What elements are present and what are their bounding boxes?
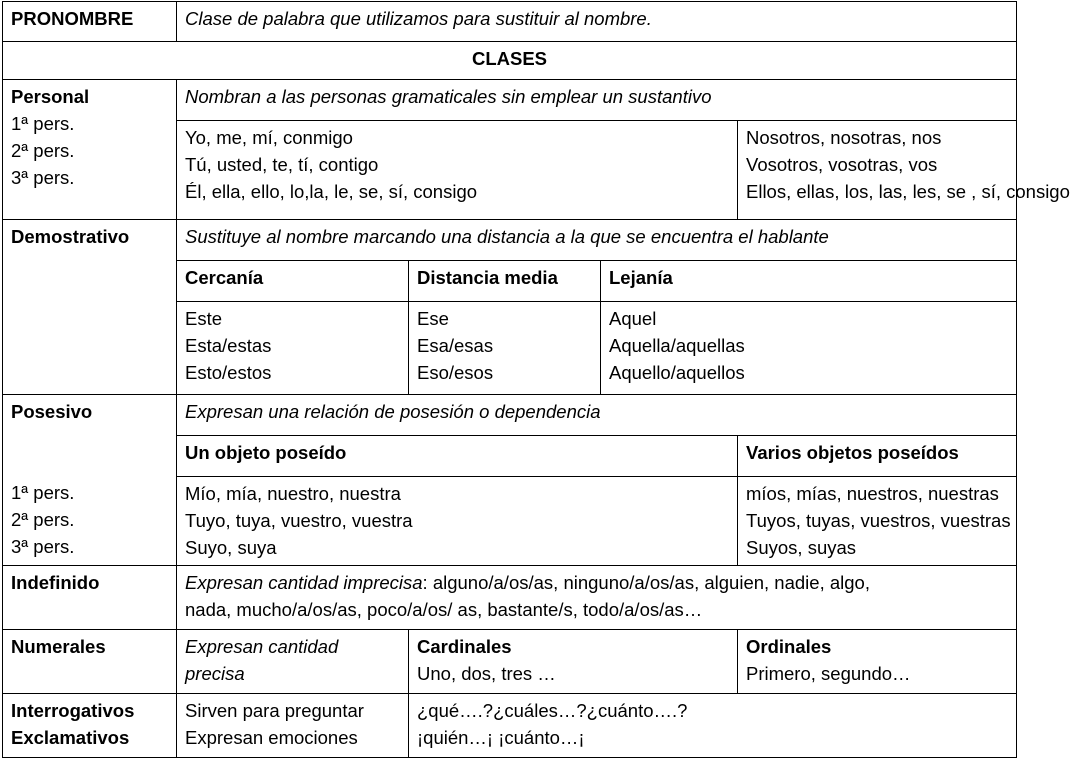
- media-form-1: Ese: [417, 308, 449, 329]
- personal-label: Personal: [11, 86, 90, 107]
- ordinales-examples: Primero, segundo…: [746, 663, 911, 684]
- posesivo-person-2: 2ª pers.: [11, 509, 75, 530]
- lejania-form-1: Aquel: [609, 308, 657, 329]
- demostrativo-header-cercania: Cercanía: [177, 261, 409, 302]
- personal-person-2: 2ª pers.: [11, 140, 75, 161]
- indefinido-cell: [177, 566, 1017, 630]
- personal-person-3: 3ª pers.: [11, 167, 75, 188]
- cardinales-title: Cardinales: [417, 636, 512, 657]
- clases-row: [3, 42, 1017, 80]
- demostrativo-label: Demostrativo: [3, 220, 177, 395]
- interrogativos-examples-cell: [409, 694, 1017, 758]
- interrogativos-examples-1: ¿qué….?¿cuáles…?¿cuánto….?: [417, 700, 688, 721]
- indefinido-line-2: nada, mucho/a/os/as, poco/a/os/ as, bastante/s, todo/a/os/as…: [185, 599, 703, 620]
- posesivo-label: Posesivo: [11, 401, 93, 422]
- interrogativos-desc-1: Sirven para preguntar: [185, 700, 364, 721]
- personal-plural-1: Nosotros, nosotras, nos: [746, 127, 942, 148]
- personal-singular-2: Tú, usted, te, tí, contigo: [185, 154, 379, 175]
- uno-form-2: Tuyo, tuya, vuestro, vuestra: [185, 510, 413, 531]
- personal-singular-3: Él, ella, ello, lo,la, le, se, sí, consigo: [185, 181, 478, 202]
- media-form-2: Esa/esas: [417, 335, 494, 356]
- pronombre-label: PRONOMBRE: [3, 2, 177, 42]
- cercania-form-2: Esta/estas: [185, 335, 272, 356]
- personal-plural-3: Ellos, ellas, los, las, les, se , sí, consigo: [746, 181, 1070, 202]
- demostrativo-row: [3, 220, 1017, 261]
- varios-form-3: Suyos, suyas: [746, 537, 857, 558]
- lejania-form-3: Aquello/aquellos: [609, 362, 745, 383]
- personal-row: [3, 80, 1017, 121]
- posesivo-description: Expresan una relación de posesión o dependencia: [177, 395, 1017, 436]
- cardinales-examples: Uno, dos, tres …: [417, 663, 556, 684]
- exclamativos-label: Exclamativos: [11, 727, 130, 748]
- demostrativo-header-media: Distancia media: [409, 261, 601, 302]
- clases-title: CLASES: [3, 42, 1017, 80]
- uno-form-3: Suyo, suya: [185, 537, 277, 558]
- personal-plural-2: Vosotros, vosotras, vos: [746, 154, 938, 175]
- numerales-label: Numerales: [3, 630, 177, 694]
- pronombre-definition: Clase de palabra que utilizamos para sustituir al nombre.: [177, 2, 1017, 42]
- posesivo-varios-cell: [738, 477, 1017, 566]
- demostrativo-description: Sustituye al nombre marcando una distancia a la que se encuentra el hablante: [177, 220, 1017, 261]
- posesivo-label-cell: [3, 395, 177, 566]
- personal-plural-cell: [738, 121, 1070, 220]
- ordinales-title: Ordinales: [746, 636, 832, 657]
- interrogativos-desc-2: Expresan emociones: [185, 727, 358, 748]
- pronoun-table: [2, 1, 1070, 758]
- posesivo-uno-cell: [177, 477, 738, 566]
- ordinales-cell: [738, 630, 1017, 694]
- personal-singular-cell: [177, 121, 738, 220]
- posesivo-person-3: 3ª pers.: [11, 536, 75, 557]
- cercania-form-1: Este: [185, 308, 223, 329]
- numerales-description: Expresan cantidad precisa: [177, 630, 409, 694]
- demostrativo-lejania-cell: [601, 302, 1017, 395]
- demostrativo-cercania-cell: [177, 302, 409, 395]
- varios-form-2: Tuyos, tuyas, vuestros, vuestras: [746, 510, 1011, 531]
- indefinido-lead: Expresan cantidad imprecisa: [185, 572, 423, 593]
- numerales-row: [3, 630, 1017, 694]
- posesivo-header-varios: Varios objetos poseídos: [738, 436, 1017, 477]
- interrogativos-label: Interrogativos: [11, 700, 135, 721]
- personal-description: Nombran a las personas gramaticales sin emplear un sustantivo: [177, 80, 1017, 121]
- cercania-form-3: Esto/estos: [185, 362, 272, 383]
- header-row: [3, 2, 1017, 42]
- indefinido-line-1: : alguno/a/os/as, ninguno/a/os/as, alguien, nadie, algo,: [422, 572, 870, 593]
- interrogativos-label-cell: [3, 694, 177, 758]
- demostrativo-header-lejania: Lejanía: [601, 261, 1017, 302]
- interrogativos-desc-cell: [177, 694, 409, 758]
- posesivo-row: [3, 395, 1017, 436]
- lejania-form-2: Aquella/aquellas: [609, 335, 745, 356]
- interrogativos-examples-2: ¡quién…¡ ¡cuánto…¡: [417, 727, 585, 748]
- indefinido-label: Indefinido: [3, 566, 177, 630]
- posesivo-header-uno: Un objeto poseído: [177, 436, 738, 477]
- media-form-3: Eso/esos: [417, 362, 494, 383]
- indefinido-row: [3, 566, 1017, 630]
- interrogativos-row: [3, 694, 1017, 758]
- uno-form-1: Mío, mía, nuestro, nuestra: [185, 483, 401, 504]
- posesivo-person-1: 1ª pers.: [11, 482, 75, 503]
- personal-label-cell: [3, 80, 177, 220]
- personal-person-1: 1ª pers.: [11, 113, 75, 134]
- demostrativo-media-cell: [409, 302, 601, 395]
- cardinales-cell: [409, 630, 738, 694]
- personal-singular-1: Yo, me, mí, conmigo: [185, 127, 353, 148]
- varios-form-1: míos, mías, nuestros, nuestras: [746, 483, 999, 504]
